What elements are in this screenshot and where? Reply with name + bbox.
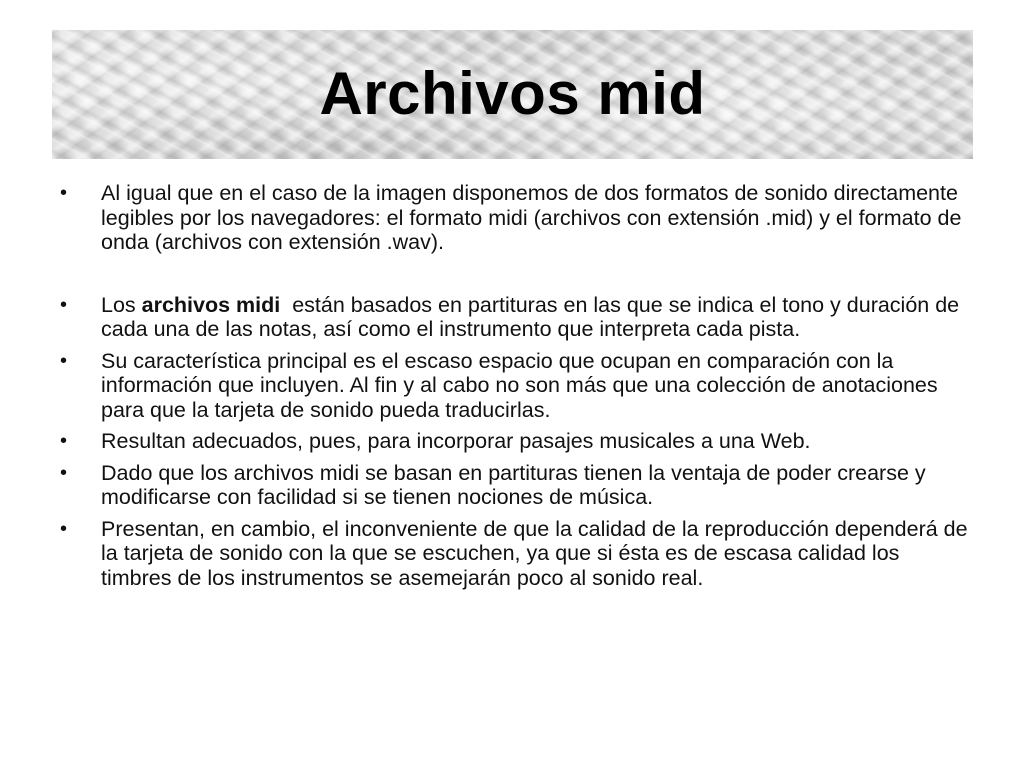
- bullet-dot-icon: •: [60, 349, 68, 372]
- bullet-item: [58, 517, 968, 591]
- bullet-item: [58, 461, 968, 510]
- bullet-item: [58, 293, 968, 342]
- bullet-item: [58, 349, 968, 423]
- bullet-list: [58, 181, 968, 597]
- bullet-item: [58, 429, 968, 454]
- bullet-dot-icon: •: [60, 430, 68, 452]
- bullet-text: Su característica principal es el escaso espacio que ocupan en comparación con la información que incluyen. Al fin y al cabo no son más que una colección de anotaciones para que la tarjeta de sonido pueda traducirlas.: [101, 348, 938, 422]
- bullet-dot-icon: •: [60, 517, 68, 540]
- bullet-dot-icon: •: [60, 182, 68, 204]
- bullet-text-suffix: están basados en partituras en las que se indica el tono y duración de cada una de las notas, así como el instrumento que interpreta cada pista.: [101, 292, 966, 341]
- bullet-text: Resultan adecuados, pues, para incorporar pasajes musicales a una Web.: [101, 429, 811, 453]
- slide-title: Archivos mid: [319, 60, 706, 127]
- bullet-text-bold: archivos midi: [141, 292, 281, 317]
- bullet-text-prefix: Los: [101, 292, 142, 317]
- bullet-text: Dado que los archivos midi se basan en partituras tienen la ventaja de poder crearse y modificarse con facilidad si se tienen nociones de música.: [101, 460, 926, 509]
- bullet-item: [58, 181, 968, 255]
- bullet-text: Al igual que en el caso de la imagen disponemos de dos formatos de sonido directamente legibles por los navegadores: el formato midi (archivos con extensión .mid) y el formato de onda (archivos con extensión .wav).: [101, 181, 962, 254]
- bullet-dot-icon: •: [60, 461, 68, 484]
- bullet-dot-icon: •: [60, 293, 68, 316]
- bullet-text: Presentan, en cambio, el inconveniente de que la calidad de la reproducción dependerá de la tarjeta de sonido con la que se escuchen, ya que si ésta es de escasa calidad los timbres de los instrumentos se asemejarán poco al sonido real.: [101, 516, 968, 590]
